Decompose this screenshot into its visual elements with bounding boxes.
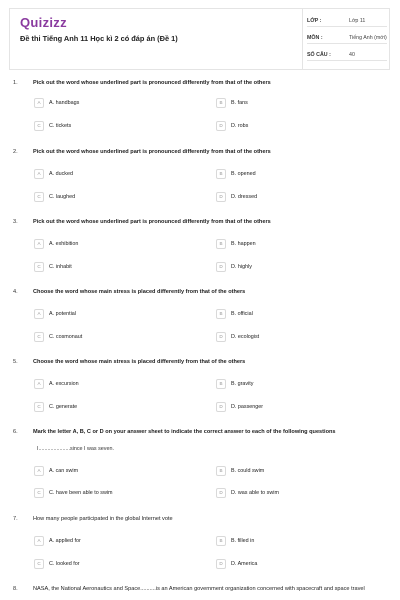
meta-value: Lớp 11: [349, 18, 366, 24]
option-letter-box: C: [34, 488, 44, 498]
option-text: A. handbags: [49, 100, 80, 106]
option-text: A. exhibition: [49, 241, 79, 247]
option-letter-box: C: [34, 332, 44, 342]
option-text: C. generate: [49, 404, 78, 410]
meta-row-question-count: [307, 45, 387, 61]
question-number: 4.: [13, 289, 18, 295]
meta-label: SỐ CÂU :: [307, 52, 331, 58]
option-letter-box: A: [34, 536, 44, 546]
option-text: B. opened: [231, 171, 256, 177]
option-text: C. cosmonaut: [49, 334, 83, 340]
option-letter-box: D: [216, 559, 226, 569]
option-letter-box: B: [216, 98, 226, 108]
question-text: Choose the word whose main stress is placed differently from that of the others: [33, 359, 246, 365]
option-letter-box: D: [216, 121, 226, 131]
option-text: C. have been able to swim: [49, 490, 113, 496]
option-letter-box: B: [216, 169, 226, 179]
question-text: How many people participated in the global Internet vote: [33, 516, 173, 522]
option-letter-box: D: [216, 488, 226, 498]
option-letter-box: C: [34, 402, 44, 412]
option-letter-box: B: [216, 309, 226, 319]
option-letter-box: B: [216, 536, 226, 546]
option-text: B. fans: [231, 100, 248, 106]
option-text: C. tickets: [49, 123, 72, 129]
option-text: A. potential: [49, 311, 76, 317]
option-letter-box: A: [34, 466, 44, 476]
question-number: 6.: [13, 429, 18, 435]
option-text: D. ecologist: [231, 334, 260, 340]
question-prompt: I.....................since I was seven.: [37, 446, 114, 452]
option-text: B. filled in: [231, 538, 255, 544]
worksheet-header: [9, 8, 390, 70]
option-text: B. official: [231, 311, 253, 317]
option-letter-box: A: [34, 379, 44, 389]
meta-label: LỚP :: [307, 18, 322, 24]
question-text: Choose the word whose main stress is placed differently from that of the others: [33, 289, 246, 295]
option-letter-box: C: [34, 192, 44, 202]
option-text: B. could swim: [231, 468, 265, 474]
quizizz-logo: Quizizz: [20, 15, 67, 30]
option-letter-box: D: [216, 332, 226, 342]
option-letter-box: D: [216, 192, 226, 202]
option-text: D. robs: [231, 123, 249, 129]
meta-value: 40: [349, 52, 355, 58]
question-text: Mark the letter A, B, C or D on your answer sheet to indicate the correct answer to each of the following questions: [33, 429, 336, 435]
option-text: B. happen: [231, 241, 256, 247]
question-number: 2.: [13, 149, 18, 155]
meta-label: MÔN :: [307, 35, 323, 41]
option-text: D. highly: [231, 264, 252, 270]
option-text: D. passenger: [231, 404, 264, 410]
option-text: A. excursion: [49, 381, 79, 387]
option-letter-box: D: [216, 402, 226, 412]
worksheet-title: Đề thi Tiếng Anh 11 Học kì 2 có đáp án (Đề 1): [20, 34, 178, 43]
option-letter-box: A: [34, 239, 44, 249]
meta-row-subject: [307, 28, 387, 44]
option-text: A. can swim: [49, 468, 79, 474]
question-text: Pick out the word whose underlined part is pronounced differently from that of the others: [33, 149, 271, 155]
meta-row-class: [307, 11, 387, 27]
option-letter-box: C: [34, 262, 44, 272]
option-letter-box: B: [216, 379, 226, 389]
question-number: 3.: [13, 219, 18, 225]
question-number: 7.: [13, 516, 18, 522]
option-text: A. applied for: [49, 538, 81, 544]
header-divider: [302, 9, 303, 69]
option-text: C. laughed: [49, 194, 76, 200]
option-text: D. America: [231, 561, 258, 567]
option-letter-box: D: [216, 262, 226, 272]
option-letter-box: C: [34, 559, 44, 569]
question-text: NASA, the National Aeronautics and Space..........is an American government organization concerned with spacecraft and space travel: [33, 586, 365, 592]
option-letter-box: B: [216, 239, 226, 249]
option-letter-box: A: [34, 309, 44, 319]
meta-value: Tiếng Anh (mới): [349, 35, 387, 41]
option-text: D. dressed: [231, 194, 258, 200]
question-text: Pick out the word whose underlined part is pronounced differently from that of the others: [33, 219, 271, 225]
question-number: 1.: [13, 80, 18, 86]
option-text: D. was able to swim: [231, 490, 279, 496]
option-letter-box: B: [216, 466, 226, 476]
question-number: 5.: [13, 359, 18, 365]
option-letter-box: A: [34, 169, 44, 179]
option-letter-box: A: [34, 98, 44, 108]
question-text: Pick out the word whose underlined part is pronounced differently from that of the others: [33, 80, 271, 86]
option-text: C. looked for: [49, 561, 80, 567]
option-text: C. inhabit: [49, 264, 72, 270]
option-text: B. gravity: [231, 381, 254, 387]
question-number: 8.: [13, 586, 18, 592]
option-text: A. ducked: [49, 171, 73, 177]
option-letter-box: C: [34, 121, 44, 131]
